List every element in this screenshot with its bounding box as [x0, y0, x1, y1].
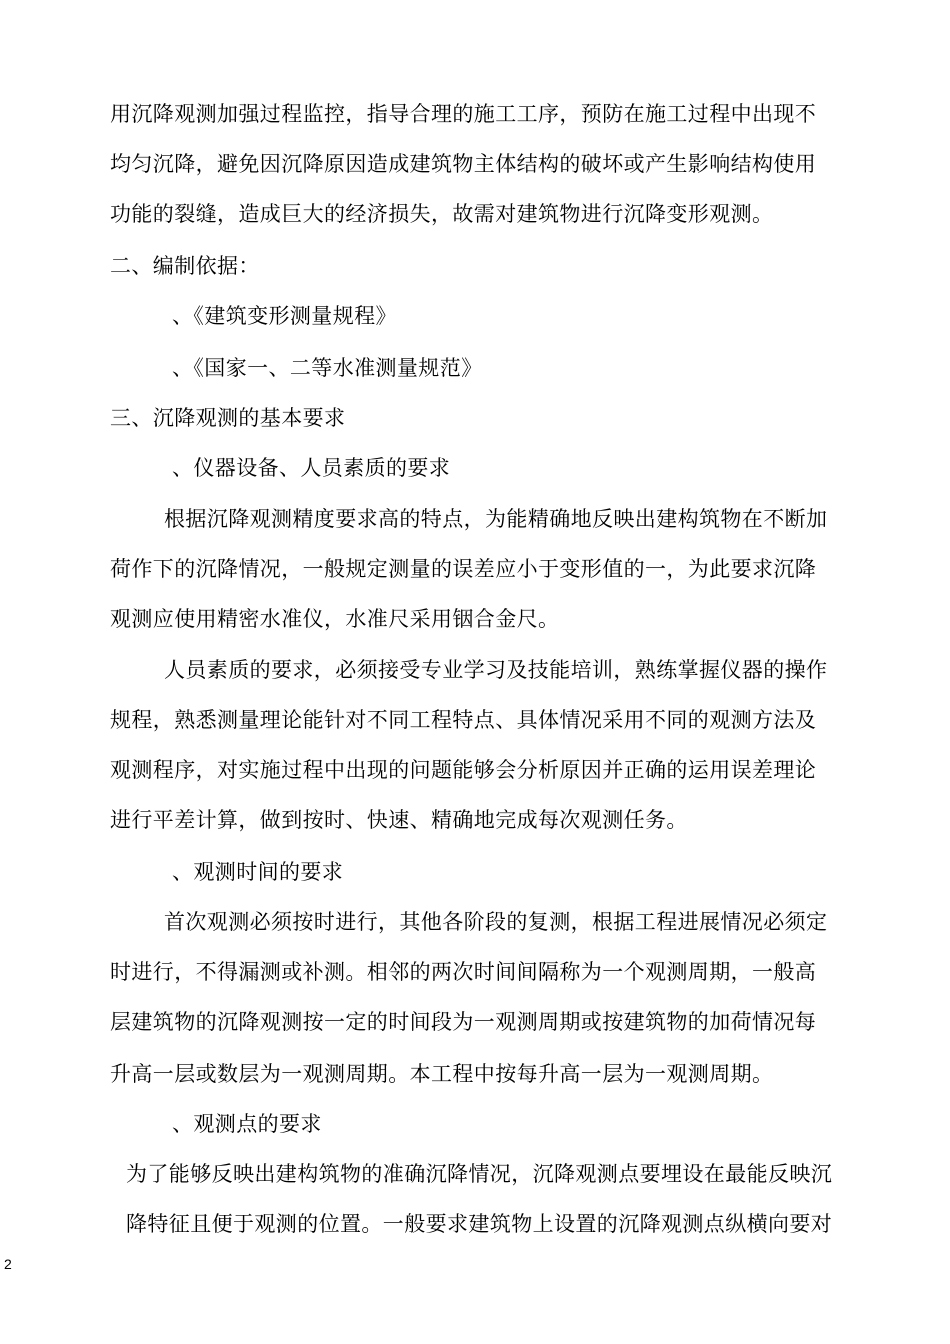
text-line: 时进行，不得漏测或补测。相邻的两次时间间隔称为一个观测周期，一般高: [110, 960, 817, 984]
text-line: 用沉降观测加强过程监控，指导合理的施工工序，预防在施工过程中出现不: [110, 102, 817, 126]
section-heading: 二、编制依据：: [110, 254, 260, 278]
text-line: 升高一层或数层为一观测周期。本工程中按每升高一层为一观测周期。: [110, 1062, 774, 1086]
subsection-heading: 、仪器设备、人员素质的要求: [172, 456, 451, 480]
text-line: 首次观测必须按时进行，其他各阶段的复测，根据工程进展情况必须定: [164, 910, 828, 934]
text-line: 进行平差计算，做到按时、快速、精确地完成每次观测任务。: [110, 808, 688, 832]
text-line: 观测应使用精密水准仪，水准尺采用铟合金尺。: [110, 607, 560, 631]
text-line: 为了能够反映出建构筑物的准确沉降情况，沉降观测点要埋设在最能反映沉: [126, 1162, 833, 1186]
text-line: 规程，熟悉测量理论能针对不同工程特点、具体情况采用不同的观测方法及: [110, 708, 817, 732]
text-line: 人员素质的要求，必须接受专业学习及技能培训，熟练掌握仪器的操作: [164, 658, 828, 682]
text-line: 荷作下的沉降情况，一般规定测量的误差应小于变形值的一，为此要求沉降: [110, 557, 817, 581]
subsection-heading: 、观测时间的要求: [172, 860, 344, 884]
text-line: 均匀沉降，避免因沉降原因造成建筑物主体结构的破坏或产生影响结构使用: [110, 152, 817, 176]
text-line: 根据沉降观测精度要求高的特点，为能精确地反映出建构筑物在不断加: [164, 507, 828, 531]
text-line: 功能的裂缝，造成巨大的经济损失，故需对建筑物进行沉降变形观测。: [110, 202, 774, 226]
text-line: 降特征且便于观测的位置。一般要求建筑物上设置的沉降观测点纵横向要对: [126, 1212, 833, 1236]
text-line: 层建筑物的沉降观测按一定的时间段为一观测周期或按建筑物的加荷情况每: [110, 1010, 817, 1034]
list-item: 、《国家一、二等水准测量规范》: [172, 356, 483, 380]
text-line: 观测程序，对实施过程中出现的问题能够会分析原因并正确的运用误差理论: [110, 758, 817, 782]
subsection-heading: 、观测点的要求: [172, 1112, 322, 1136]
list-item: 、《建筑变形测量规程》: [172, 304, 397, 328]
page-number: 2: [4, 1256, 12, 1272]
section-heading: 三、沉降观测的基本要求: [110, 406, 346, 430]
